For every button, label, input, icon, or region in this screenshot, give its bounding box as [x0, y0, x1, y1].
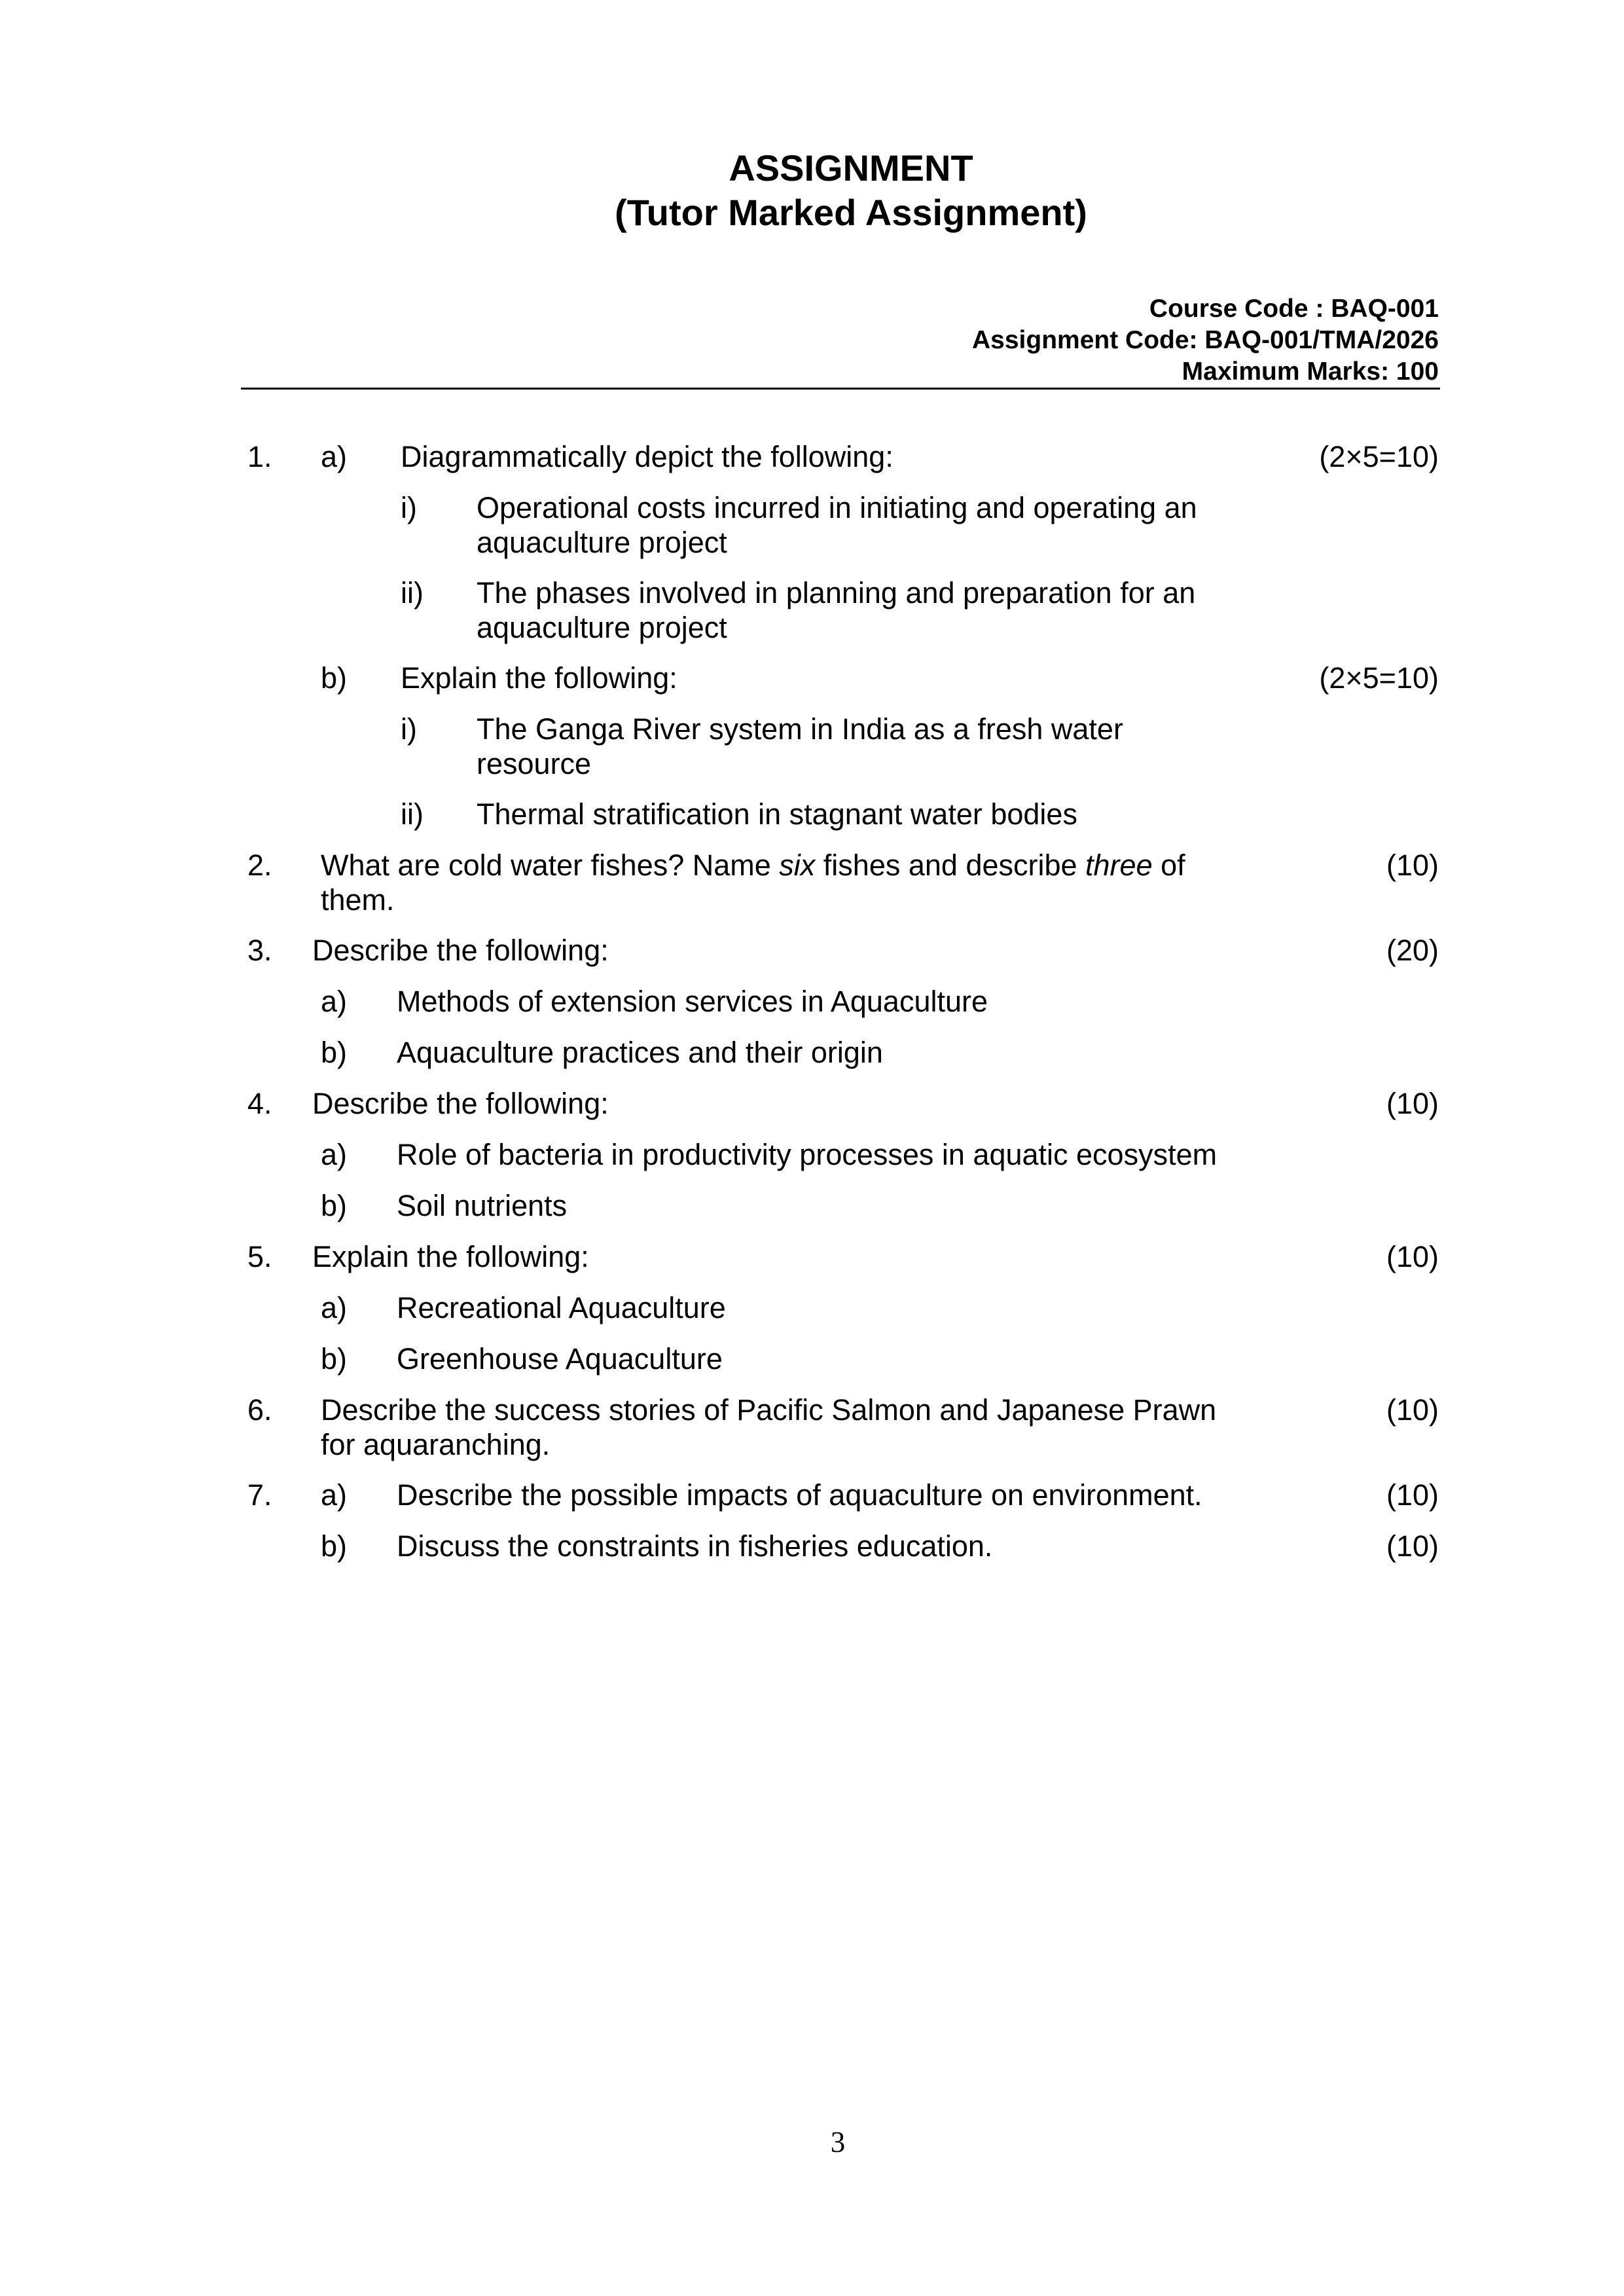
part-text: Discuss the constraints in fisheries education. [397, 1529, 993, 1563]
question-text: Explain the following: [312, 1240, 589, 1273]
question-marks: (2×5=10) [1319, 661, 1439, 695]
part-text: Describe the possible impacts of aquaculture on environment. [397, 1478, 1202, 1512]
subpart-text: Operational costs incurred in initiating and operating an [477, 491, 1197, 524]
part-text: Aquaculture practices and their origin [397, 1036, 883, 1069]
part-label: b) [321, 1342, 348, 1376]
question-text: Describe the success stories of Pacific Salmon and Japanese Prawn [321, 1393, 1217, 1427]
subpart-text-cont: aquaculture project [477, 526, 727, 559]
question-text: Describe the following: [312, 1087, 609, 1120]
question-marks: (20) [1386, 934, 1439, 967]
question-number: 7. [247, 1478, 272, 1512]
question-marks: (10) [1386, 1240, 1439, 1273]
question-number: 1. [247, 440, 272, 473]
question-marks: (10) [1386, 848, 1439, 882]
subpart-text-cont: aquaculture project [477, 611, 727, 644]
question-marks: (10) [1386, 1529, 1439, 1563]
part-text: Soil nutrients [397, 1189, 568, 1222]
part-label: b) [321, 1529, 348, 1563]
subpart-text: The phases involved in planning and preparation for an [477, 576, 1196, 610]
emphasis: three [1085, 848, 1153, 882]
question-marks: (10) [1386, 1478, 1439, 1512]
question-text: What are cold water fishes? Name six fishes and describe three of [321, 848, 1185, 882]
question-text: Describe the following: [312, 934, 609, 967]
question-number: 5. [247, 1240, 272, 1273]
part-text: Methods of extension services in Aquaculture [397, 985, 988, 1018]
subpart-text-cont: resource [477, 747, 592, 780]
subpart-label: i) [401, 491, 417, 524]
subpart-label: ii) [401, 576, 424, 610]
page-title: ASSIGNMENT [729, 147, 973, 189]
part-text: Role of bacteria in productivity processes in aquatic ecosystem [397, 1138, 1218, 1171]
subpart-label: i) [401, 712, 417, 746]
question-text: Diagrammatically depict the following: [401, 440, 893, 473]
question-number: 6. [247, 1393, 272, 1427]
page-number: 3 [830, 2126, 846, 2159]
question-text-cont: them. [321, 883, 395, 917]
part-text: Recreational Aquaculture [397, 1291, 726, 1324]
course-code: Course Code : BAQ-001 [1149, 295, 1439, 323]
subpart-text: Thermal stratification in stagnant water bodies [477, 797, 1077, 831]
header-divider [241, 388, 1440, 390]
subpart-text: The Ganga River system in India as a fresh water [477, 712, 1123, 746]
part-label: a) [321, 1478, 348, 1512]
part-label: a) [321, 1291, 348, 1324]
part-label: a) [321, 440, 348, 473]
question-number: 2. [247, 848, 272, 882]
part-label: b) [321, 661, 348, 695]
part-text: Greenhouse Aquaculture [397, 1342, 723, 1376]
question-marks: (2×5=10) [1319, 440, 1439, 473]
question-text: Explain the following: [401, 661, 677, 695]
maximum-marks: Maximum Marks: 100 [1182, 357, 1439, 386]
question-marks: (10) [1386, 1087, 1439, 1120]
emphasis: six [779, 848, 816, 882]
part-label: b) [321, 1189, 348, 1222]
question-number: 4. [247, 1087, 272, 1120]
part-label: a) [321, 1138, 348, 1171]
page-subtitle: (Tutor Marked Assignment) [615, 192, 1087, 233]
question-marks: (10) [1386, 1393, 1439, 1427]
subpart-label: ii) [401, 797, 424, 831]
part-label: b) [321, 1036, 348, 1069]
question-text-cont: for aquaranching. [321, 1428, 550, 1461]
part-label: a) [321, 985, 348, 1018]
assignment-code: Assignment Code: BAQ-001/TMA/2026 [972, 326, 1439, 354]
question-number: 3. [247, 934, 272, 967]
